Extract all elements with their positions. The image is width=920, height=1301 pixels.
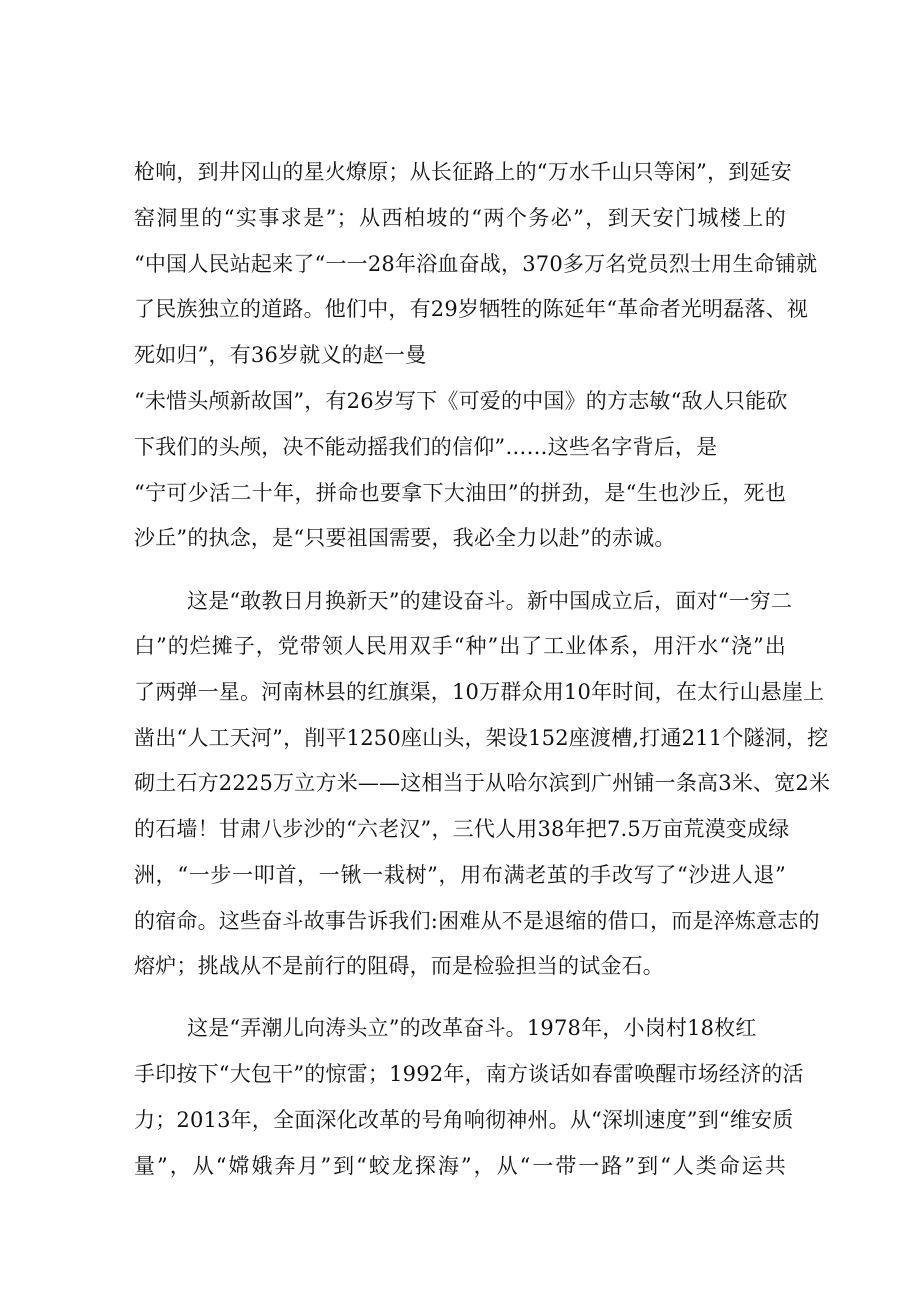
text-line: 下我们的头颅，决不能动摇我们的信仰”……这些名字背后，是 <box>134 435 718 459</box>
text-line: 洲，“一步一叩首，一锹一栽树”，用布满老茧的手改写了“沙进人退” <box>134 863 786 887</box>
text-line: 了民族独立的道路。他们中，有29岁牺牲的陈延年“革命者光明磊落、视 <box>134 297 809 321</box>
text-line: 砌土石方2225万立方米——这相当于从哈尔滨到广州铺一条高3米、宽2米 <box>134 771 831 795</box>
text-line: 量”，从“嫦娥奔月”到“蛟龙探海”，从“一带一路”到“人类命运共 <box>134 1154 786 1178</box>
text-line: “未惜头颅新故国”，有26岁写下《可爱的中国》的方志敏“敌人只能砍 <box>134 389 788 413</box>
text-line: “中国人民站起来了“一一28年浴血奋战，370多万名党员烈士用生命铺就 <box>134 252 818 276</box>
text-line: 窑洞里的“实事求是”；从西柏坡的“两个务必”，到天安门城楼上的 <box>134 206 786 230</box>
text-line: 死如归”，有36岁就义的赵一曼 <box>134 343 427 367</box>
text-line: 了两弹一星。河南林县的红旗渠，10万群众用10年时间，在太行山悬崖上 <box>134 680 825 704</box>
text-line: 的石墙！甘肃八步沙的“六老汉”，三代人用38年把7.5万亩荒漠变成绿 <box>134 817 790 841</box>
text-line: 枪响，到井冈山的星火燎原；从长征路上的“万水千山只等闲”，到延安 <box>134 160 792 184</box>
text-line: 力；2013年，全面深化改革的号角响彻神州。从“深圳速度”到“维安质 <box>134 1108 794 1132</box>
text-line: 凿出“人工天河”，削平1250座山头，架设152座渡槽,打通211个隧洞，挖 <box>134 726 829 750</box>
text-line: 手印按下“大包干”的惊雷；1992年，南方谈话如春雷唤醒市场经济的活 <box>134 1062 804 1086</box>
text-line: 沙丘”的执念，是“只要祖国需要，我必全力以赴”的赤诚。 <box>134 526 676 550</box>
paragraph-start-line: 这是“弄潮儿向涛头立”的改革奋斗。1978年，小岗村18枚红 <box>187 1016 757 1040</box>
text-line: 的宿命。这些奋斗故事告诉我们:困难从不是退缩的借口，而是淬炼意志的 <box>134 909 820 933</box>
text-line: 熔炉；挑战从不是前行的阻碍，而是检验担当的试金石。 <box>134 954 664 978</box>
text-line: 白”的烂摊子，党带领人民用双手“种”出了工业体系，用汗水“浇”出 <box>134 634 786 658</box>
text-line: “宁可少活二十年，拼命也要拿下大油田”的拼劲，是“生也沙丘，死也 <box>134 481 786 505</box>
paragraph-start-line: 这是“敢教日月换新天”的建设奋斗。新中国成立后，面对“一穷二 <box>187 589 793 613</box>
